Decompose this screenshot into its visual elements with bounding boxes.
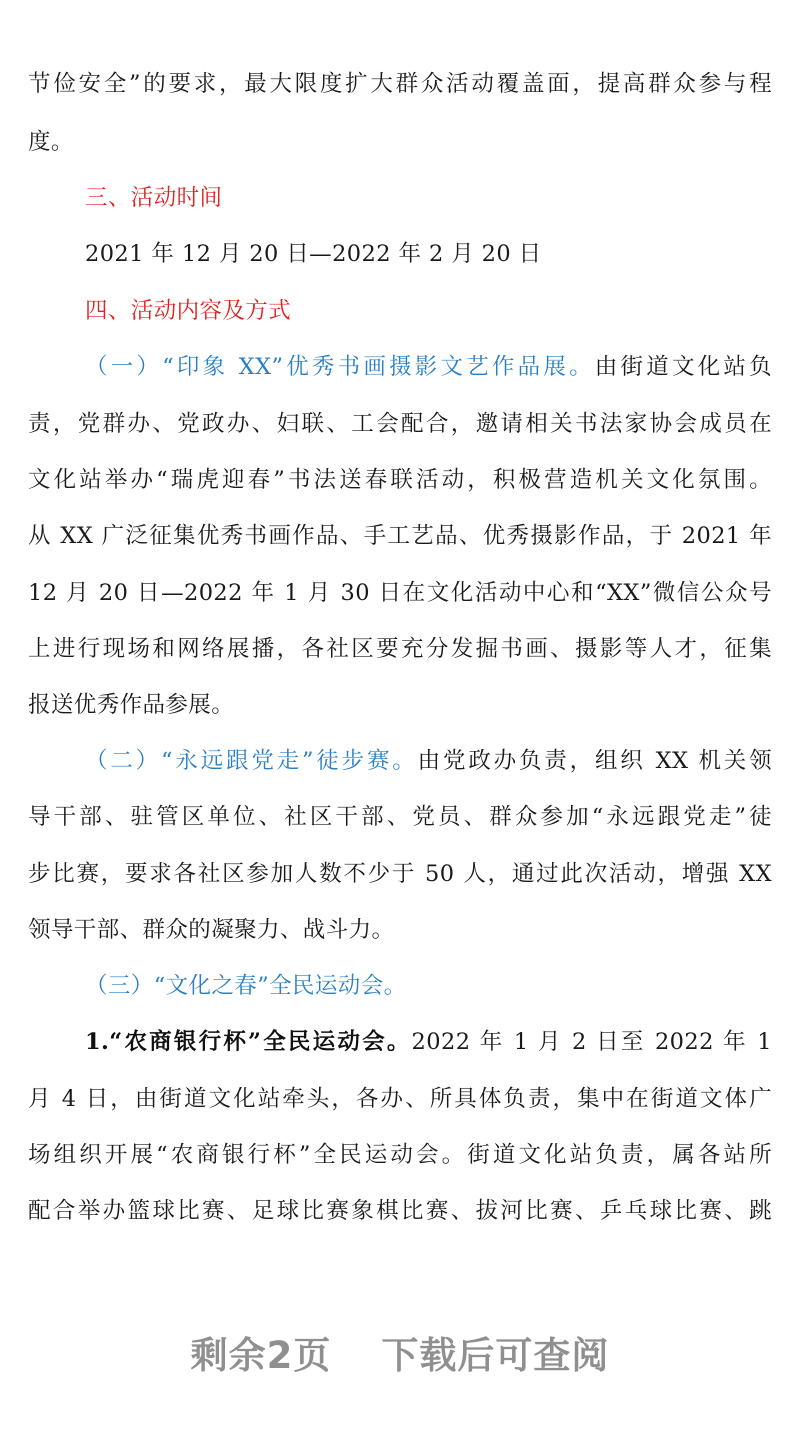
paragraph-line: 月 4 日，由街道文化站牵头，各办、所具体负责，集中在街道文体广 <box>28 1086 772 1112</box>
paragraph-line: 度。 <box>28 129 74 155</box>
subitem-heading-line <box>85 1027 772 1057</box>
paragraph-line: 节俭安全”的要求，最大限度扩大群众活动覆盖面，提高群众参与程 <box>28 71 772 97</box>
paragraph-line: 从 XX 广泛征集优秀书画作品、手工艺品、优秀摄影作品，于 2021 年 <box>28 523 772 549</box>
subitem-text: 2022 年 1 月 2 日至 2022 年 1 <box>411 1029 772 1055</box>
item-heading-line <box>85 746 772 776</box>
item-text: 由党政办负责，组织 XX 机关领 <box>417 748 772 774</box>
paragraph-line: 场组织开展“农商银行杯”全民运动会。街道文化站负责，属各站所 <box>28 1142 772 1168</box>
paragraph-line: 上进行现场和网络展播，各社区要充分发掘书画、摄影等人才，征集 <box>28 636 772 662</box>
subitem-heading: 1.“农商银行杯”全民运动会。 <box>85 1029 412 1055</box>
item-heading: （二）“永远跟党走”徒步赛。 <box>85 748 418 774</box>
download-to-view-text: 下载后可查阅 <box>381 1334 610 1377</box>
paragraph-line: 文化站举办“瑞虎迎春”书法送春联活动，积极营造机关文化氛围。 <box>28 467 772 493</box>
section-heading: 三、活动时间 <box>85 185 223 211</box>
paragraph-line: 领导干部、群众的凝聚力、战斗力。 <box>28 917 395 943</box>
item-heading: （一）“印象 XX”优秀书画摄影文艺作品展。 <box>85 354 595 380</box>
remaining-pages-text: 剩余2页 <box>190 1334 332 1377</box>
item-text: 由街道文化站负 <box>594 354 772 380</box>
paragraph-line: 步比赛，要求各社区参加人数不少于 50 人，通过此次活动，增强 XX <box>28 861 772 887</box>
paragraph-line: 导干部、驻管区单位、社区干部、党员、群众参加“永远跟党走”徒 <box>28 804 772 830</box>
item-heading-line <box>85 352 772 382</box>
paragraph-line: 2021 年 12 月 20 日—2022 年 2 月 20 日 <box>85 241 542 267</box>
download-prompt[interactable] <box>0 1332 800 1380</box>
paragraph-line: 12 月 20 日—2022 年 1 月 30 日在文化活动中心和“XX”微信公众号 <box>28 580 772 606</box>
item-heading: （三）“文化之春”全民运动会。 <box>85 973 407 999</box>
paragraph-line: 报送优秀作品参展。 <box>28 692 235 718</box>
section-heading: 四、活动内容及方式 <box>85 298 292 324</box>
paragraph-line: 责，党群办、党政办、妇联、工会配合，邀请相关书法家协会成员在 <box>28 411 772 437</box>
paragraph-line: 配合举办篮球比赛、足球比赛象棋比赛、拔河比赛、乒乓球比赛、跳 <box>28 1198 772 1224</box>
